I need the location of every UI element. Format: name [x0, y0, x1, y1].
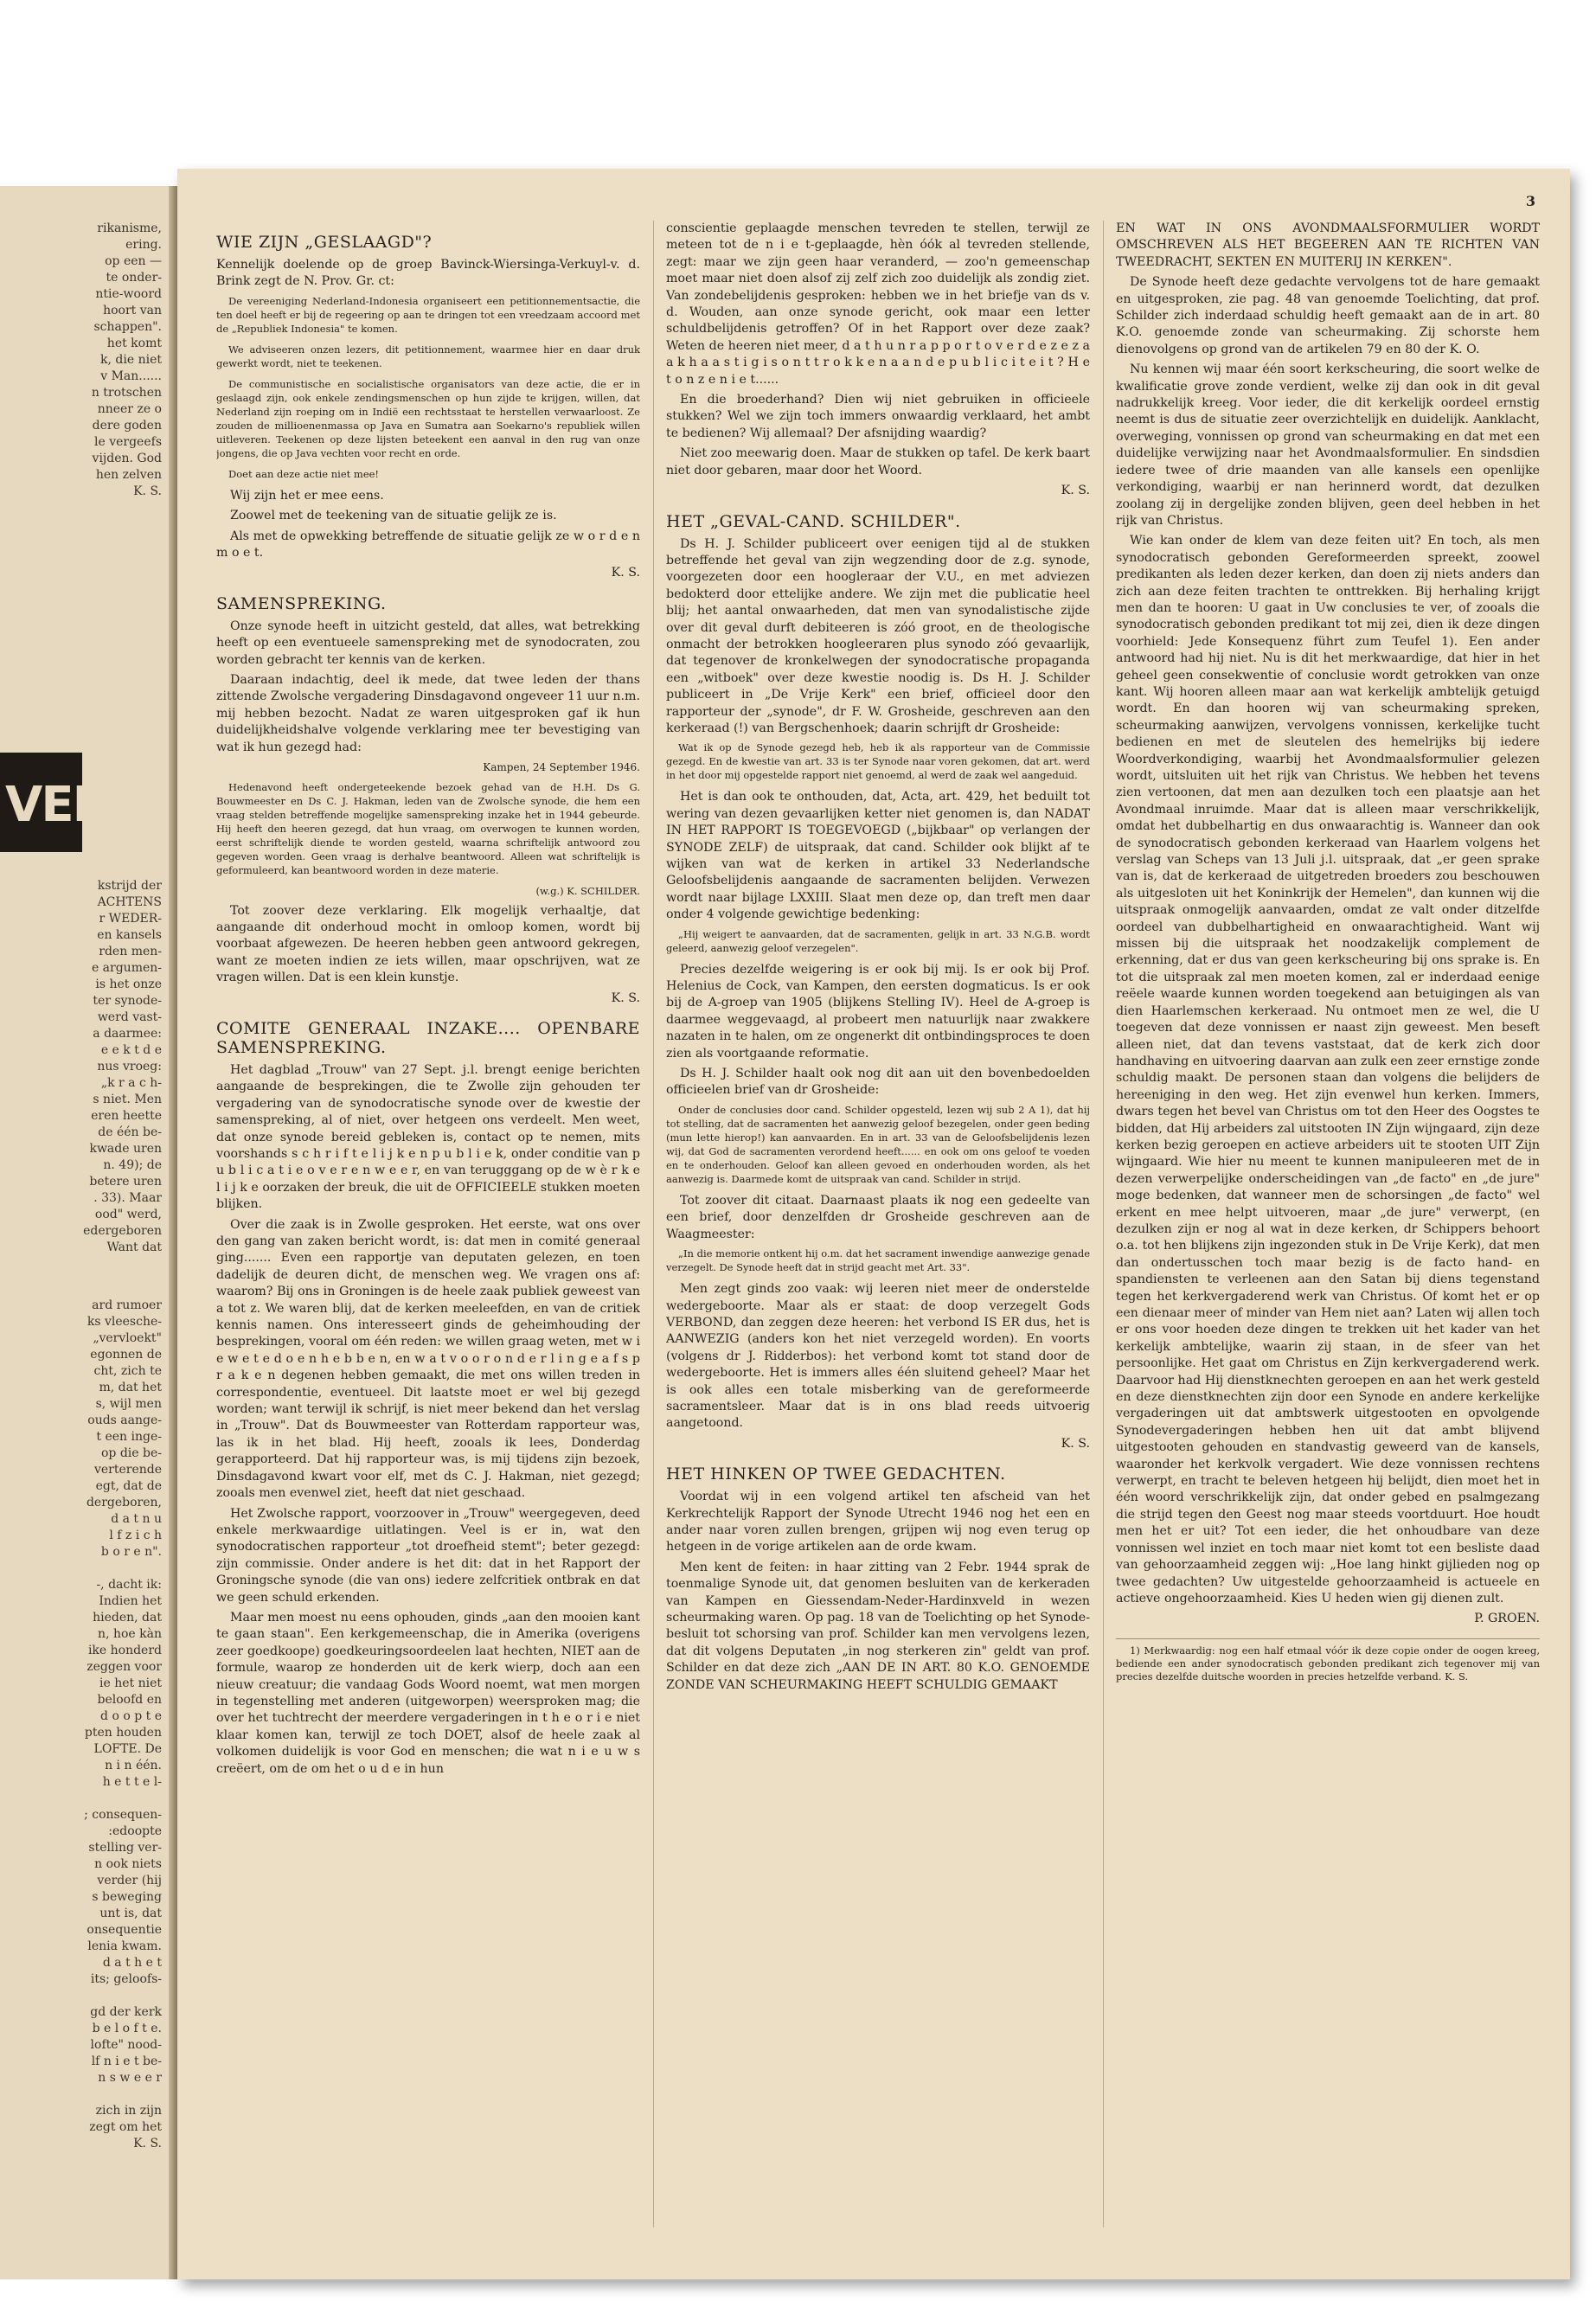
left-fragment-line: r WEDER- — [99, 912, 162, 926]
paragraph: Als met de opwekking betreffende de situatie gelijk ze w o r d e n m o e t. — [216, 529, 640, 561]
left-fragment-line: :edoopte — [108, 1824, 162, 1838]
left-fragment-line: d o o p t e — [100, 1709, 162, 1723]
page-edge — [169, 186, 177, 2279]
left-fragment-line: eren heette — [91, 1109, 162, 1123]
quote: „In die memorie ontkent hij o.m. dat het sacrament inwendige aanwezige genade verzegelt. De Synode heeft dat in strijd geacht met Art. 33". — [666, 1247, 1090, 1274]
left-fragment-line: n. 49); de — [103, 1158, 162, 1172]
left-fragment-line: t een inge- — [96, 1430, 162, 1444]
left-fragment-line — [84, 2086, 162, 2103]
left-fragment-line: cht, zich te — [93, 1364, 162, 1378]
quote: Onder de conclusies door cand. Schilder opgesteld, lezen wij sub 2 A 1), dat hij tot stelling, dat de sacramenten het aanwezig geloof bezegelen, onder geen beding (mun lette hierop!) kan aanvaarden. En in art. 33 van de Geloofsbelijdenis lezen wij, dat God de sacramenten verordend heeft...... en ook om ons geloof te voeden en te onderhouden. Geloof kan alleen gevoed en onderhouden worden, als het aanwezig is. Daarmede komt de uitspraak van cand. Schilder in strijd. — [666, 1103, 1090, 1185]
paragraph: Wij zijn het er mee eens. — [230, 488, 384, 503]
left-fragment-line: pten houden — [84, 1726, 162, 1740]
paragraph: Men kent de feiten: in haar zitting van 2 Febr. 1944 sprak de toenmalige Synode uit, dat genomen besluiten van de kerkeraden van Kampen en Giessendam-Neder-Hardinxveld in wezen scheurmaking waren. Op pag. 18 van de Toelichting op het Synode-besluit tot schorsing van prof. Schilder kan men vervolgens lezen, dat dit volgens Deputaten „in nog sterkeren zin" geldt van prof. Schilder en dat deze zich „AAN DE IN ART. 80 K.O. GENOEMDE ZONDE VAN SCHEURMAKING HEEFT SCHULDIG GEMAAKT — [666, 1560, 1090, 1692]
left-fragment-line: l f z i c h — [109, 1529, 162, 1542]
left-fragment-line: v Man...... — [100, 369, 162, 383]
newspaper-page — [177, 169, 1570, 2279]
left-fragment-line: verterende — [93, 1463, 162, 1477]
left-fragment-line: beloofd en — [97, 1693, 162, 1707]
column-rule — [653, 221, 654, 2227]
left-fragment-line: nneer ze o — [97, 402, 162, 416]
page-number: 3 — [1525, 193, 1535, 209]
left-fragment-line: n trotschen — [91, 386, 162, 400]
left-fragment-line: hen zelven — [95, 468, 162, 482]
left-fragment-line: rikanisme, — [97, 221, 162, 235]
left-fragment-line: a daarmee: — [93, 1027, 162, 1041]
left-fragment-line: ie het niet — [99, 1676, 162, 1690]
left-fragment-line: ks vleesche- — [87, 1315, 162, 1329]
signature: P. GROEN. — [1474, 1612, 1540, 1626]
left-fragment-line: s niet. Men — [93, 1093, 162, 1106]
left-fragment-line: d a t n u — [111, 1512, 162, 1526]
left-fragment-line: n, hoe kàn — [98, 1627, 162, 1641]
paragraph: Het Zwolsche rapport, voorzoover in „Trouw" weergegeven, deed enkele merkwaardige uitlatingen. Veel is er in, wat den synodocratischen rapporteur „tot droefheid stemt"; beter gezegd: zijn commissie. Onder andere is het dit: dat in het Rapport der Groningsche synode (die van ons) iedere zelfcritiek ontbrak en dat we geen schuld erkenden. — [216, 1506, 640, 1605]
left-fragment-line: n ook niets — [94, 1857, 162, 1871]
left-fragment-line: e e k t d e — [100, 1043, 162, 1057]
paragraph: Tot zoover deze verklaring. Elk mogelijk verhaaltje, dat aangaande dit onderhoud mocht in omloop komen, wordt bij voorbaat afgewezen. De heeren hebben geen antwoord gekregen, want ze moeten indien ze iets willen, maar opschrijven, wat ze vragen willen. Dat is een klein kunstje. — [216, 903, 640, 985]
signature: K. S. — [1061, 1436, 1090, 1451]
left-fragment-line: hieden, dat — [93, 1611, 162, 1625]
column-3 — [1116, 221, 1540, 2236]
left-fragment-line: egt, dat de — [95, 1479, 162, 1493]
paragraph: Over die zaak is in Zwolle gesproken. Het eerste, wat ons over den gang van zaken bericht wordt, is: dat men in comité generaal ging....... Even een rapportje van deputaten gelezen, en toen dadelijk de deuren dicht, de menschen weg. We vragen ons af: waarom? Bij ons in Groningen is de heele zaak publiek geweest van a tot z. We waren blij, dat de kerken meeleefden, en van de critiek kennis namen. Ons interesseert ginds de geheimhouding der besprekingen, vooral om één reden: we willen graag weten, met w i e w e t e d o e n h e b b e n, en w a t v o o r o n d e r l i n g e a f s p r a k e n degenen hebben gemaakt, die met ons willen treden in correspondentie, eventueel. Dit laatste moet er wel bij gezegd worden; want terwijl ik schrijf, is niet meer bekend dan het verslag in „Trouw". Dat ds Bouwmeester van Rotterdam rapporteur was, las ik in het blad. Hij heeft, zooals ik lees, Donderdag gerapporteerd. Dat hij rapporteur was, is mij tijdens zijn bezoek, Dinsdagavond kwart voor elf, met ds C. J. Hakman, niet gezegd; zooals men evenwel ziet, heeft dat niet geschaad. — [216, 1217, 640, 1501]
left-masthead-block — [0, 753, 112, 852]
left-fragment-line: egonnen de — [90, 1348, 162, 1362]
left-fragment-line — [84, 1791, 162, 1807]
quote: Hedenavond heeft ondergeteekende bezoek gehad van de H.H. Ds G. Bouwmeester en Ds C. J. Hakman, leden van de Zwolsche synode, die hem een vraag stelden betreffende mogelijke samenspreking inzake het in 1944 gebeurde. Hij heeft den heeren gezegd, dat hun vraag, om overwogen te kunnen worden, eerst schriftelijk diende te worden gesteld, waarna schriftelijk antwoord zou gegeven worden. Geen vraag is derhalve beantwoord. Alleen wat schriftelijk is geformuleerd, kan beantwoord worden in deze materie. — [216, 780, 640, 876]
article-title: COMITE GENERAAL INZAKE.... OPENBARE SAMENSPREKING. — [216, 1018, 640, 1057]
paragraph: Wie kan onder de klem van deze feiten uit? En toch, als men synodocratisch gebonden Gereformeerden spreekt, zoowel predikanten als leden dezer kerken, dan doen zij niets anders dan zich aan deze feiten trachten te onttrekken. Bij herhaling krijgt men dan te hooren: U gaat in Uw conclusies te ver, of zooals die synodocratisch gebonden predikant tot mij zei, dien ik deze dingen voorhield: Jede Konsequenz führt zum Teufel 1). Een ander antwoord had hij niet. Nu is dit het merkwaardige, dat hier in het geheel geen consekwentie of conclusie wordt getrokken van onze kant. Wij hooren alleen maar aan wat kerkelijk ambtelijk getuigd wordt. En dan hooren wij van scheurmaking spreken, scheurmaking aanwijzen, vervolgens vonnissen, kerkelijke tucht bedienen en met de sleutelen des hemelrijks bij iedere Woordverkondiging, waarbij het Avondmaalsformulier gelezen wordt, uitsluiten uit het rijk van Christus. We hebben het tevens zien vertoonen, dat men aan dezulken toch een plaatsje aan het Avondmaal inruimde. Maar dat is alleen maar verschrikkelijk, omdat het dubbelhartig en dus onwaarachtig is. Wanneer dan ook de synodocratisch gebonden kerkeraad van Haarlem volgens het verslag van Scheps van 13 Juli j.l. uitspraak, dat „er geen sprake van is, dat de kerkeraad de uitgetreden broeders zou beschouwen als uitgesloten uit het Koninkrijk der Hemelen", dan kunnen wij die uitspraak onmogelijk aanvaarden, omdat ze valt onder ditzelfde oordeel van dubbelhartigheid en onwaarachtigheid. Want wij missen bij die uitspraak het noodzakelijk complement de erkenning, dat er dus van geen kerkscheuring bij ons sprake is. En tot die uitspraak zal men moeten komen, zal er inderdaad eenige reëele waarde kunnen worden toegekend aan betuigingen als van dien Haarlemschen kerkeraad. Nu ontmoet men ze wel, die U toegeven dat deze vonnissen er naast zijn geweest. Men beseft alleen niet, dat dan tevens vaststaat, dat de kerk zich door handhaving en uitvoering daarvan aan zulk een zeer ernstige zonde schuldig maakt. De personen staan dan volgens die belijders de hereeniging in den weg. Het zijn evenwel hun kerken. Immers, dwars tegen het bevel van Christus om tot den Heer des Oogstes te bidden, dat Hij arbeiders zal uitstooten IN Zijn wijngaard, zijn deze kerken bezig geroepen en actieve arbeiders uit te stooten UIT Zijn wijngaard. Wie hier nu meent te kunnen manipuleeren met de in dezen verwerpelijke onderscheidingen van „de facto" en „de jure" moge bedenken, dat wanneer men de schorsingen „de facto" wel erkent en mee helpt uitvoeren, maar „de jure" verwerpt, (en dezulken zijn er nog al wat in deze kerken, dr Schippers behoort o.a. tot hen blijkens zijn ingezonden stuk in De Vrije Kerk), dat men dan ondertusschen toch maar bezig is de facto hand- en spandiensten te verleenen aan den Satan bij diens tegenstand tegen het kerkvergaderend werk van Christus. Of komt het er op een dienaar meer of minder van Hem niet aan? Laten wij allen toch er ons voor hoeden deze dingen te trekken uit het kader van het kerkelijk ambtelijke, waarin zij staan, in de sfeer van het persoonlijke. Het gaat om Christus en Zijn kerkvergaderend werk. Daarvoor had Hij dienstknechten geroepen en aan het werk gesteld en deze dienstknechten zijn door een Synode en andere kerkelijke vergaderingen uit dat ambtswerk uitgestooten en opvolgende Synodevergaderingen hebben hen uit dat ambt blijvend uitgestooten gehouden en standvastig geweerd van de kansels, waaronder het kerkvolk vergadert. Wie deze vonnissen rechtens verwerpt, en tracht te beleven hetgeen hij belijdt, dien moet het in één woord verschrikkelijk zijn, dat onder gebed en psalmgezang die strijd tegen den Geest nog maar steeds voortduurt. Hoe houdt men het er uit? Tot een ieder, die het onhoudbare van deze vonnissen wel inziet en toch maar niet komt tot een besliste daad van gehoorzaamheid zeggen wij: „Hoe lang hinkt gijlieden nog op twee gedachten? Uw uitgestelde gehoorzaamheid is actueele en actieve ongehoorzaamheid. Kies U heden wien gij dienen zult. — [1116, 534, 1540, 1606]
left-fragment-line: LOFTE. De — [93, 1742, 162, 1756]
left-fragment-line: vijden. God — [92, 452, 162, 465]
paragraph: Het is dan ook te onthouden, dat, Acta, art. 429, het beduilt tot wering van dezen gevaarlijken ketter niet genomen is, dan NADAT IN HET RAPPORT IS TOEGEVOEGD („bijkbaar" op verlangen der SYNODE ZELF) de uitspraak, dat cand. Schilder ook blijkt af te wijken van wat de kerken in artikel 33 Nederlandsche Geloofsbelijdenis aangaande de sacramenten belijden. Verwezen wordt naar bijlage LXXIII. Slaat men deze op, dan treft men daar onder 4 volgende gewichtige bedenking: — [666, 790, 1090, 922]
left-fragment-line: en kansels — [97, 928, 162, 942]
left-text-fragments-middle — [83, 878, 162, 1256]
left-fragment-line: „k r a c h- — [100, 1076, 162, 1090]
left-fragment-line: zeggen voor — [87, 1660, 162, 1674]
paragraph: conscientie geplaagde menschen tevreden te stellen, terwijl ze meteen tot de n i e t-geplaagde, hèn óók al tevreden stellende, zegt: maar we zijn geen haar veranderd, — zoo'n gemeenschap moet maar niet doen alsof zij zelf zich zoo duidelijk als zondig ziet. Van zondebelijdenis gesproken: hebben we in het briefje van ds v. d. Wouden, aan onze synode gericht, ook maar een letter schuldbelijdenis getroffen? Of in het Rapport over deze zaak? Weten de heeren niet meer, d a t h u n r a p p o r t o v e r d e z e z a a k h a a s t i g i s o n t t r o k k e n a a n d e p u b l i c i t e i t ? H e t o n z e n i e t...... — [666, 221, 1090, 387]
quote: „Hij weigert te aanvaarden, dat de sacramenten, gelijk in art. 33 N.G.B. wordt geleerd, aanwezig geloof verzegelen". — [666, 927, 1090, 954]
left-fragment-line: ard rumoer — [92, 1298, 162, 1312]
left-fragment-line: schappen". — [93, 320, 162, 334]
left-fragment-line: dere goden — [92, 419, 162, 433]
left-fragment-line: stelling ver- — [88, 1841, 162, 1855]
paragraph: Nu kennen wij maar één soort kerkscheuring, die soort welke de kwalificatie grove zonde verdient, welke zij dan ook in dit geval nadrukkelijk kreeg. Voor ieder, die dit kerkelijk oordeel ernstig neemt is dus de situatie zeer overzichtelijk en duidelijk. Aanklacht, overweging, vonnissen op grond van scheurmaking en dat met een duidelijke verwijzing naar het Avondmaalsformulier. En sindsdien iedere twee of drie maanden van alle kansels een openlijke verkondiging, waarbij er nan herinnerd wordt, dat dezulken zoolang zij in dergelijke zonden blijven, geen deel hebben in het rijk van Christus. — [1116, 362, 1540, 528]
left-fragment-line: onsequentie — [87, 1923, 162, 1937]
footnote: 1) Merkwaardig: nog een half etmaal vóór ik deze copie onder de oogen kreeg, bediende een ander synodocratisch gebonden predikant zich tegenover mij van precies dezelfde duitsche woorden in precies hetzelfde verband. K. S. — [1116, 1638, 1540, 1683]
column-2 — [666, 221, 1090, 2236]
quote: De communistische en socialistische organisators van deze actie, die er in geslaagd zijn, ook enkele zendingsmenschen op hun zijde te krijgen, willen, dat Nederland zijn roeping om in Indië een rechtsstaat te herstellen verwaarloost. Ze zouden de millioenenmassa op Java en Sumatra aan Soekarno's republiek willen uitleveren. Teekenen op deze lijsten beteekent een aanval in den rug van onze jongens, die op Java vechten voor recht en orde. — [216, 377, 640, 459]
paragraph: Precies dezelfde weigering is er ook bij mij. Is er ook bij Prof. Helenius de Cock, van Kampen, den eersten dogmaticus. Is er ook bij de A-groep van 1905 (blijkens Stelling IV). Heel de A-groep is daarmee weggevaagd, al probeert men natuurlijk naar zwakkere nazaten in te halen, om ze ongenerkt dit ontbindingsproces te doen zien als voortgaande reformatie. — [666, 962, 1090, 1061]
left-fragment-line: „vervloekt" — [93, 1331, 162, 1345]
left-fragment-line: ike honderd — [87, 1644, 162, 1657]
paragraph: Men zegt ginds zoo vaak: wij leeren niet meer de onderstelde wedergeboorte. Maar als er staat: de doop verzegelt Gods VERBOND, dan zeggen deze heeren: het verbond IS ER dus, het is AANWEZIG (anders kon het niet verzegeld worden). En voorts (volgens dr J. Ridderbos): het verbond komt tot stand door de wedergeboorte. Het is immers alles één sluitend geheel? Maar het is ook alles een totale misberking van de gereformeerde sacramentsleer. Maar dat is in ons blad reeds uitvoerig aangetoond. — [666, 1282, 1090, 1431]
left-fragment-line: gd der kerk — [90, 2005, 162, 2019]
left-fragment-line: te onder- — [106, 271, 162, 285]
left-fragment-line: lf n i e t be- — [91, 2054, 162, 2068]
signature: K. S. — [611, 990, 640, 1005]
left-fragment-line: le vergeefs — [94, 435, 162, 449]
left-fragment-line: kstrijd der — [97, 879, 162, 893]
left-fragment-line: b e l o f t e. — [92, 2022, 162, 2035]
article-title: HET „GEVAL-CAND. SCHILDER". — [666, 511, 961, 531]
left-fragment-line: -, dacht ik: — [96, 1578, 162, 1592]
left-fragment-line: ood" werd, — [94, 1208, 162, 1221]
left-fragment-line: ACHTENS — [97, 895, 162, 909]
left-fragment-line: . 33). Maar — [93, 1191, 162, 1205]
left-fragment-line: k, die niet — [100, 353, 162, 367]
article-title: HET HINKEN OP TWEE GEDACHTEN. — [666, 1465, 1006, 1484]
left-fragment-line: is het onze — [95, 977, 162, 991]
left-fragment-line: lofte" nood- — [90, 2038, 162, 2052]
left-fragment-line: m, dat het — [99, 1381, 162, 1394]
paragraph: De Synode heeft deze gedachte vervolgens tot de hare gemaakt en uitgesproken, zie pag. 48 van genoemde Toelichting, dat prof. Schilder zich inderdaad schuldig heeft gemaakt aan de in art. 80 K.O. genoemde zonde van scheurmaking. Zij schorste hem dienovolgens op grond van de artikelen 79 en 80 der K. O. — [1116, 275, 1540, 356]
left-fragment-line: ntie-woord — [95, 287, 162, 301]
left-fragment-line: d a t h e t — [102, 1956, 162, 1970]
paragraph: Maar men moest nu eens ophouden, ginds „aan den mooien kant te gaan staan". Een kerkgemeenschap, die in Amerika (overigens zeer goedkoope) goedkeuringsoordeelen laat hechten, NIET aan de formule, waarop ze honderden uit de kerk wierp, doch aan een nieuw creatuur; die vandaag Gods Woord noemt, wat men morgen in tegenstelling met anderen (uitgeworpen) weersproken mag; die over het tuchtrecht der meerdere vergaderingen in t h e o r i e niet klaar komen kan, terwijl ze toch DOET, alsof de heele zaak al volkomen duidelijk is voor God en menschen; die wat n i e u w s creëert, om de om het o u d e in hun — [216, 1610, 640, 1776]
paragraph: Voordat wij in een volgend artikel ten afscheid van het Kerkrechtelijk Rapport der Synode Utrecht 1946 nog het een en ander naar voren zullen brengen, grijpen wij nog even terug op hetgeen in de vorige artikelen aan de orde kwam. — [666, 1490, 1090, 1554]
article-title: SAMENSPREKING. — [216, 593, 387, 613]
left-fragment-line: its; geloofs- — [90, 1972, 162, 1986]
quote: De vereeniging Nederland-Indonesia organiseert een petitionnementsactie, die ten doel heeft er bij de regeering op aan te dringen tot een vreedzaam accoord met de „Republiek Indonesia" te komen. — [216, 294, 640, 335]
left-fragment-line: hoort van — [103, 304, 162, 317]
left-fragment-line: de één be- — [98, 1125, 162, 1139]
left-fragment-line: K. S. — [133, 484, 162, 498]
column-rule — [1103, 221, 1104, 2227]
left-fragment-line — [84, 1561, 162, 1577]
left-fragment-line: werd vast- — [97, 1010, 162, 1024]
left-fragment-line — [84, 1988, 162, 2004]
previous-page-strip — [0, 186, 177, 2279]
paragraph: Het dagblad „Trouw" van 27 Sept. j.l. brengt eenige berichten aangaande de besprekingen, die te Zwolle zijn gehouden ter vergadering van de synodocratische synode over de kwestie der samenspreking, al of niet, over hetgeen ons verdeelt. Men weet, dat onze synode bereid gebleken is, contact op te nemen, mits voorshands s c h r i f t e l i j k e n p u b l i e k, onder conditie van p u b l i c a t i e o v e r e n w e e r, en van terugggang op de w è r k e l i j k e oorzaken der breuk, die uit de OFFICIEELE stukken moeten blijken. — [216, 1062, 640, 1212]
left-fragment-line: nus vroeg: — [97, 1060, 162, 1074]
left-fragment-line: ; consequen- — [84, 1808, 162, 1822]
left-fragment-line: op een — — [105, 254, 162, 268]
left-fragment-line: e argumen- — [91, 961, 162, 975]
left-fragment-line: K. S. — [133, 2137, 162, 2150]
quote-signature: (w.g.) K. SCHILDER. — [535, 884, 640, 897]
left-fragment-line: unt is, dat — [99, 1907, 162, 1920]
paragraph: Zoowel met de teekening van de situatie gelijk ze is. — [230, 509, 557, 523]
left-masthead-text: VEN — [5, 777, 112, 833]
left-fragment-line: ering. — [125, 238, 162, 252]
column-1 — [216, 221, 640, 2236]
quote: Doet aan deze actie niet mee! — [228, 467, 380, 480]
left-fragment-line: Want dat — [106, 1240, 162, 1254]
paragraph: Onze synode heeft in uitzicht gesteld, dat alles, wat betrekking heeft op een eventueele samenspreking met de synodocraten, zou worden gebracht ter kennis van de kerken. — [216, 619, 640, 667]
left-fragment-line: zich in zijn — [95, 2104, 162, 2118]
left-text-fragments-top — [92, 221, 162, 500]
left-fragment-line: b o r e n". — [100, 1545, 162, 1559]
left-fragment-line: zegt om het — [89, 2120, 162, 2134]
paragraph: EN WAT IN ONS AVONDMAALSFORMULIER WORDT OMSCHREVEN ALS HET BEGEEREN AAN TE RICHTEN VAN TWEEDRACHT, SEKTEN EN MUITERIJ IN KERKEN". — [1116, 221, 1540, 269]
left-fragment-line: n s w e e r — [98, 2071, 162, 2085]
paragraph: Ds H. J. Schilder publiceert over eenigen tijd al de stukken betreffende het geval van zijn wegzending door de z.g. synode, voorgezeten door een hoogleraar der V.U., en met adviezen bedokterd door ettelijke andere. We zijn met die publicatie heel blij; het aantal onwaarheden, dat men van synodalistische zijde over dit geval durft debiteeren is zóó groot, en de theologische onmacht der betrokken hoogleeraren plus synodo zóó gevaarlijk, dat tegenover de kronkelwegen der synodocratische propaganda een „witboek" over deze kwestie noodig is. Ds H. J. Schilder publiceert in „De Vrije Kerk" een brief, officieel door den rapporteur der „synode", dr F. W. Grosheide, geschreven aan den kerkeraad (!) van Bergschenhoek; daarin schrijft dr Grosheide: — [666, 536, 1090, 735]
quote: Wat ik op de Synode gezegd heb, heb ik als rapporteur van de Commissie gezegd. En de kwestie van art. 33 is ter Synode naar voren gekomen, dat art. werd in het door mij opgestelde rapport niet genoemd, al werd de zaak wel aangeduid. — [666, 741, 1090, 782]
paragraph: En die broederhand? Dien wij niet gebruiken in officieele stukken? Wel we zijn toch immers onwaardig verklaard, het ambt te bedienen? Wij allemaal? Der afsnijding waardig? — [666, 393, 1090, 440]
signature: K. S. — [1061, 484, 1090, 498]
left-fragment-line: dergeboren, — [86, 1496, 162, 1509]
paragraph: Tot zoover dit citaat. Daarnaast plaats ik nog een gedeelte van een brief, door denzelfden dr Grosheide geschreven aan de Waagmeester: — [666, 1193, 1090, 1241]
left-fragment-line: h e t t e l- — [102, 1775, 162, 1789]
signature: K. S. — [611, 566, 640, 580]
left-fragment-line: s, wijl men — [95, 1397, 162, 1411]
left-fragment-line: verder (hij — [97, 1874, 162, 1888]
paragraph: Daaraan indachtig, deel ik mede, dat twee leden der thans zittende Zwolsche vergadering Dinsdagavond ongeveer 11 uur n.m. mij hebben bezocht. Nadat ze waren uitgesproken gaf ik hun duidelijkheidshalve volgende verklaring mee ter bevestiging van wat ik hun gezegd had: — [216, 673, 640, 754]
left-fragment-line: n i n één. — [105, 1759, 162, 1772]
dateline: Kampen, 24 September 1946. — [483, 761, 640, 774]
left-fragment-line: betere uren — [89, 1175, 162, 1189]
left-fragment-line: lenia kwam. — [87, 1939, 162, 1953]
left-fragment-line: ter synode- — [93, 994, 162, 1008]
left-fragment-line: ouds aange- — [87, 1413, 162, 1427]
left-fragment-line: s beweging — [92, 1890, 162, 1904]
left-fragment-line: Indien het — [99, 1594, 162, 1608]
left-fragment-line: rden men- — [99, 945, 162, 958]
left-fragment-line: het komt — [106, 336, 162, 350]
paragraph: Niet zoo meewarig doen. Maar de stukken op tafel. De kerk baart niet door gebaren, maar door het Woord. — [666, 446, 1090, 478]
paragraph: Kennelijk doelende op de groep Bavinck-Wiersinga-Verkuyl-v. d. Brink zegt de N. Prov. Gr. ct: — [216, 258, 640, 289]
article-title: WIE ZIJN „GESLAAGD"? — [216, 233, 433, 252]
left-fragment-line: op die be- — [101, 1446, 162, 1460]
left-fragment-line: edergeboren — [83, 1224, 162, 1238]
quote: We adviseeren onzen lezers, dit petitionnement, waarmee hier en daar druk gewerkt wordt, niet te teekenen. — [216, 343, 640, 369]
paragraph: Ds H. J. Schilder haalt ook nog dit aan uit den bovenbedoelden officieelen brief van dr Grosheide: — [666, 1067, 1090, 1098]
left-fragment-line: kwade uren — [89, 1142, 162, 1156]
left-text-fragments-bottom — [84, 1298, 162, 2152]
